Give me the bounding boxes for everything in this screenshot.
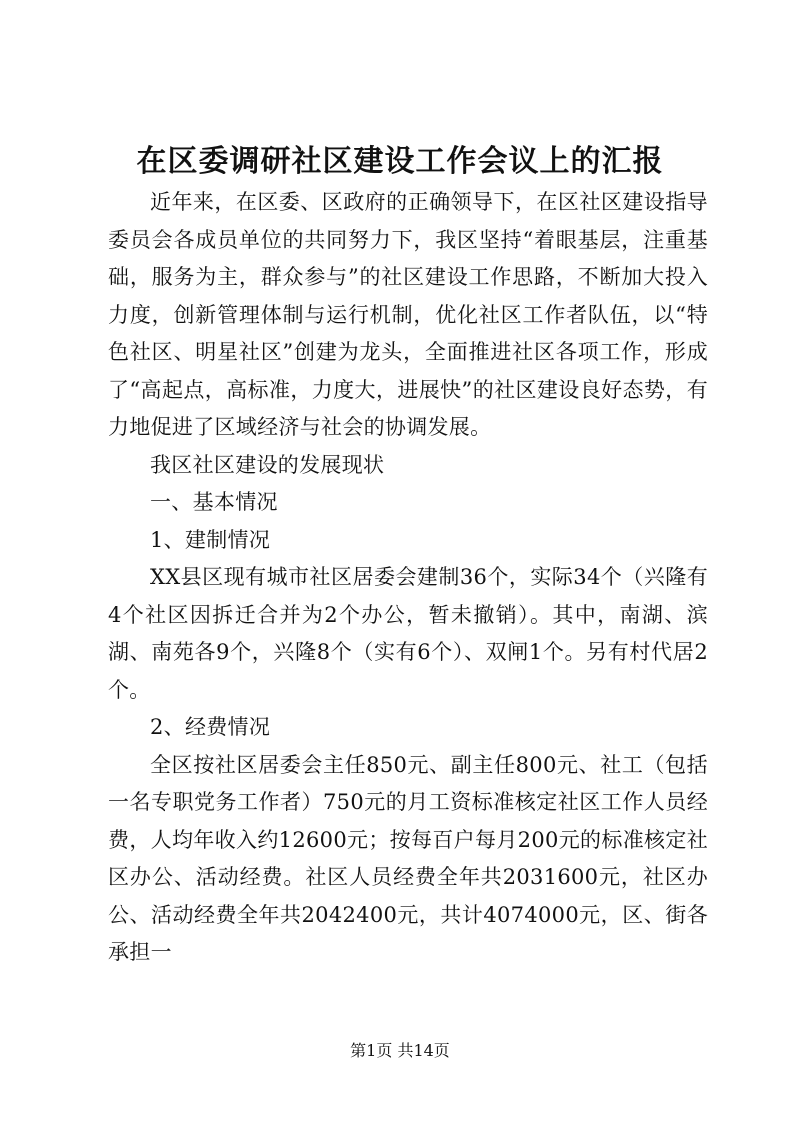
paragraph-intro: 近年来，在区委、区政府的正确领导下，在区社区建设指导委员会各成员单位的共同努力下，我区坚持“着眼基层，注重基础，服务为主，群众参与”的社区建设工作思路，不断加大投入力度，创新管理体制与运行机制，优化社区工作者队伍，以“特色社区、明星社区”创建为龙头，全面推进社区各项工作，形成了“高起点，高标准，力度大，进展快”的社区建设良好态势，有力地促进了区域经济与社会的协调发展。	[108, 190, 708, 439]
section-heading-status: 我区社区建设的发展现状	[150, 452, 385, 477]
document-body	[108, 184, 708, 972]
subsection-heading-funding: 2、经费情况	[150, 715, 271, 739]
page-footer: 第1页 共14页	[350, 1041, 450, 1060]
paragraph-establishment: XX县区现有城市社区居委会建制36个，实际34个（兴隆有4个社区因拆迁合并为2个办公，暂未撤销）。其中，南湖、滨湖、南苑各9个，兴隆8个（实有6个）、双闸1个。另有村代居2个。	[108, 565, 708, 702]
subsection-heading-establishment: 1、建制情况	[150, 527, 271, 552]
document-title: 在区委调研社区建设工作会议上的汇报	[136, 144, 664, 179]
paragraph-funding: 全区按社区居委会主任850元、副主任800元、社工（包括一名专职党务工作者）750元的月工资标准核定社区工作人员经费，人均年收入约12600元；按每百户每月200元的标准核定社区办公、活动经费。社区人员经费全年共2031600元，社区办公、活动经费全年共2042400元，共计4074000元，区、街各承担一	[108, 752, 708, 964]
section-heading-basic: 一、基本情况	[150, 490, 278, 514]
